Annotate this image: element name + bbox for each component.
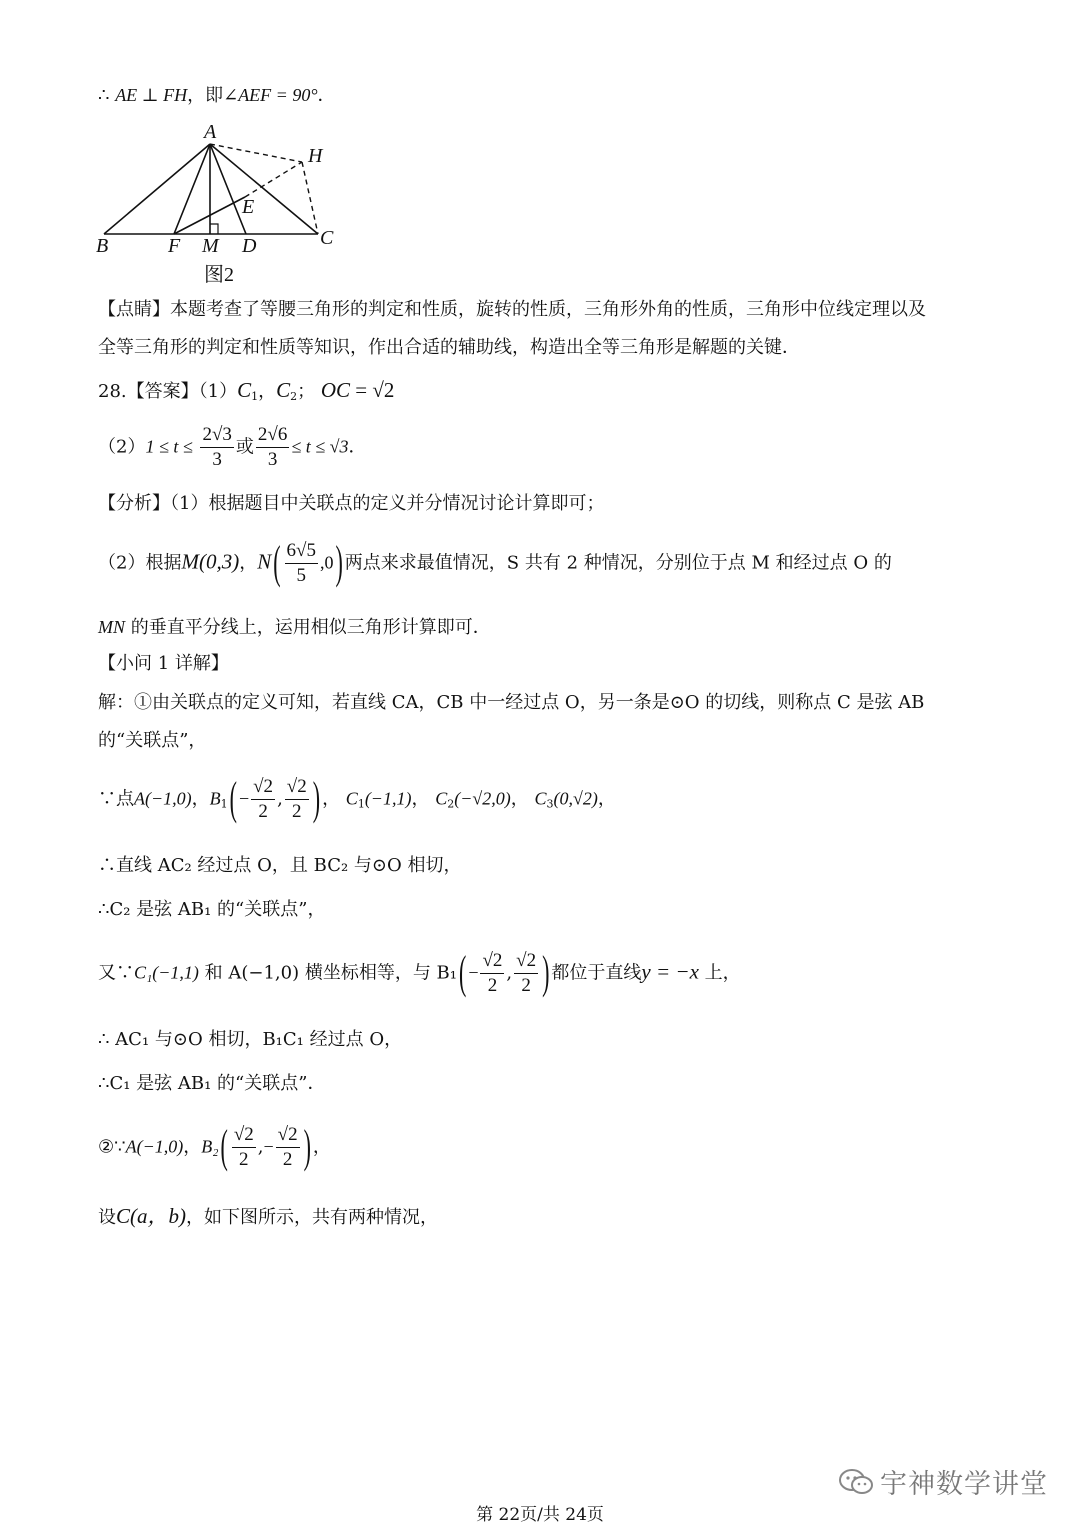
label-a: A — [204, 121, 217, 143]
segment-ah-dashed — [210, 144, 302, 162]
q28-answer-1: 28.【答案】$(1)C_1$，$C_2$； OC = √2 — [98, 378, 395, 403]
fraction-6sqrt5-5: $\frac{6√5}{5}$ — [286, 540, 316, 586]
points-line: ∵点A(−1,0)，$B_1$( − $\frac{√2}{2}$ , $\frac{√2}{2}$ ) ， $C_1(-1,1)$， $C_2(-√2,0)$， $C_3(0,√2)$， — [98, 772, 616, 825]
figure-caption: 图2 — [204, 264, 234, 286]
label-f: F — [168, 235, 181, 257]
geometry-figure — [90, 120, 350, 260]
segment-ab — [104, 144, 210, 234]
solution-line-2: 的“关联点”， — [98, 730, 207, 751]
label-c: C — [320, 227, 334, 249]
step-line-7: 设C(a，b)，如下图所示，共有两种情况， — [98, 1204, 438, 1228]
right-angle-mark — [210, 224, 218, 234]
step-line-5: ∴C₁ 是弦 AB₁ 的“关联点”． — [98, 1073, 326, 1094]
fraction-2sqrt3-3: $\frac{2√3}{3}$ — [202, 424, 232, 470]
q28-answer-2: （2）1 ≤ t ≤ $\frac{2√3}{3}$ 或 $\frac{2√6}{3}$ ≤ t ≤ √3． — [98, 424, 367, 470]
statement-ae-perp-fh: ∴ AE ⊥ FH，即∠AEF = 90°． — [98, 85, 336, 106]
segment-ad — [210, 144, 246, 234]
solution-line-1: 解：①由关联点的定义可知，若直线 CA，CB 中一经过点 O，另一条是⊙O 的切线，则称点 C 是弦 AB — [98, 692, 925, 713]
dianjing-line-1: 【点睛】本题考查了等腰三角形的判定和性质，旋转的性质，三角形外角的性质，三角形中位线定理以及 — [98, 299, 926, 320]
step-line-3: 又∵C₁(−1,1) 和 A(−1,0) 横坐标相等，与 B₁( − $\frac{√2}{2}$ , $\frac{√2}{2}$ ) 都位于直线y = −x 上， — [98, 946, 741, 999]
segment-ac — [210, 144, 318, 234]
label-h: H — [308, 145, 323, 167]
label-e: E — [242, 196, 255, 218]
label-d: D — [242, 235, 257, 257]
fenxi-line: 【分析】（1）根据题目中关联点的定义并分情况讨论计算即可； — [98, 493, 605, 514]
step-line-6: ②∵A(−1,0)，B₂( $\frac{√2}{2}$ ,− $\frac{√2}{2}$ ) ， — [98, 1120, 331, 1173]
step-line-1: ∴直线 AC₂ 经过点 O，且 BC₂ 与⊙O 相切， — [98, 855, 462, 876]
step-line-2: ∴C₂ 是弦 AB₁ 的“关联点”， — [98, 899, 326, 920]
watermark-text: 宇神数学讲堂 — [880, 1469, 1048, 1500]
wechat-icon — [838, 1468, 874, 1496]
label-b: B — [96, 235, 109, 257]
fenxi-line-2: （2）根据M(0,3)，N( $\frac{6√5}{5}$ ,0) 两点来求最值情况，S 共有 2 种情况，分别位于点 M 和经过点 O 的 — [98, 536, 892, 589]
sub-question-1-heading: 【小问 1 详解】 — [98, 653, 229, 674]
fraction-2sqrt6-3: $\frac{2√6}{3}$ — [257, 424, 288, 470]
step-line-4: ∴ AC₁ 与⊙O 相切，B₁C₁ 经过点 O， — [98, 1029, 403, 1050]
watermark — [838, 1462, 1048, 1501]
fenxi-line-3: MN 的垂直平分线上，运用相似三角形计算即可． — [98, 617, 491, 638]
dianjing-line-2: 全等三角形的判定和性质等知识，作出合适的辅助线，构造出全等三角形是解题的关键． — [98, 337, 800, 358]
segment-af — [174, 144, 210, 234]
label-m: M — [202, 235, 219, 257]
page-footer: 第 22页/共 24页 — [476, 1505, 604, 1525]
